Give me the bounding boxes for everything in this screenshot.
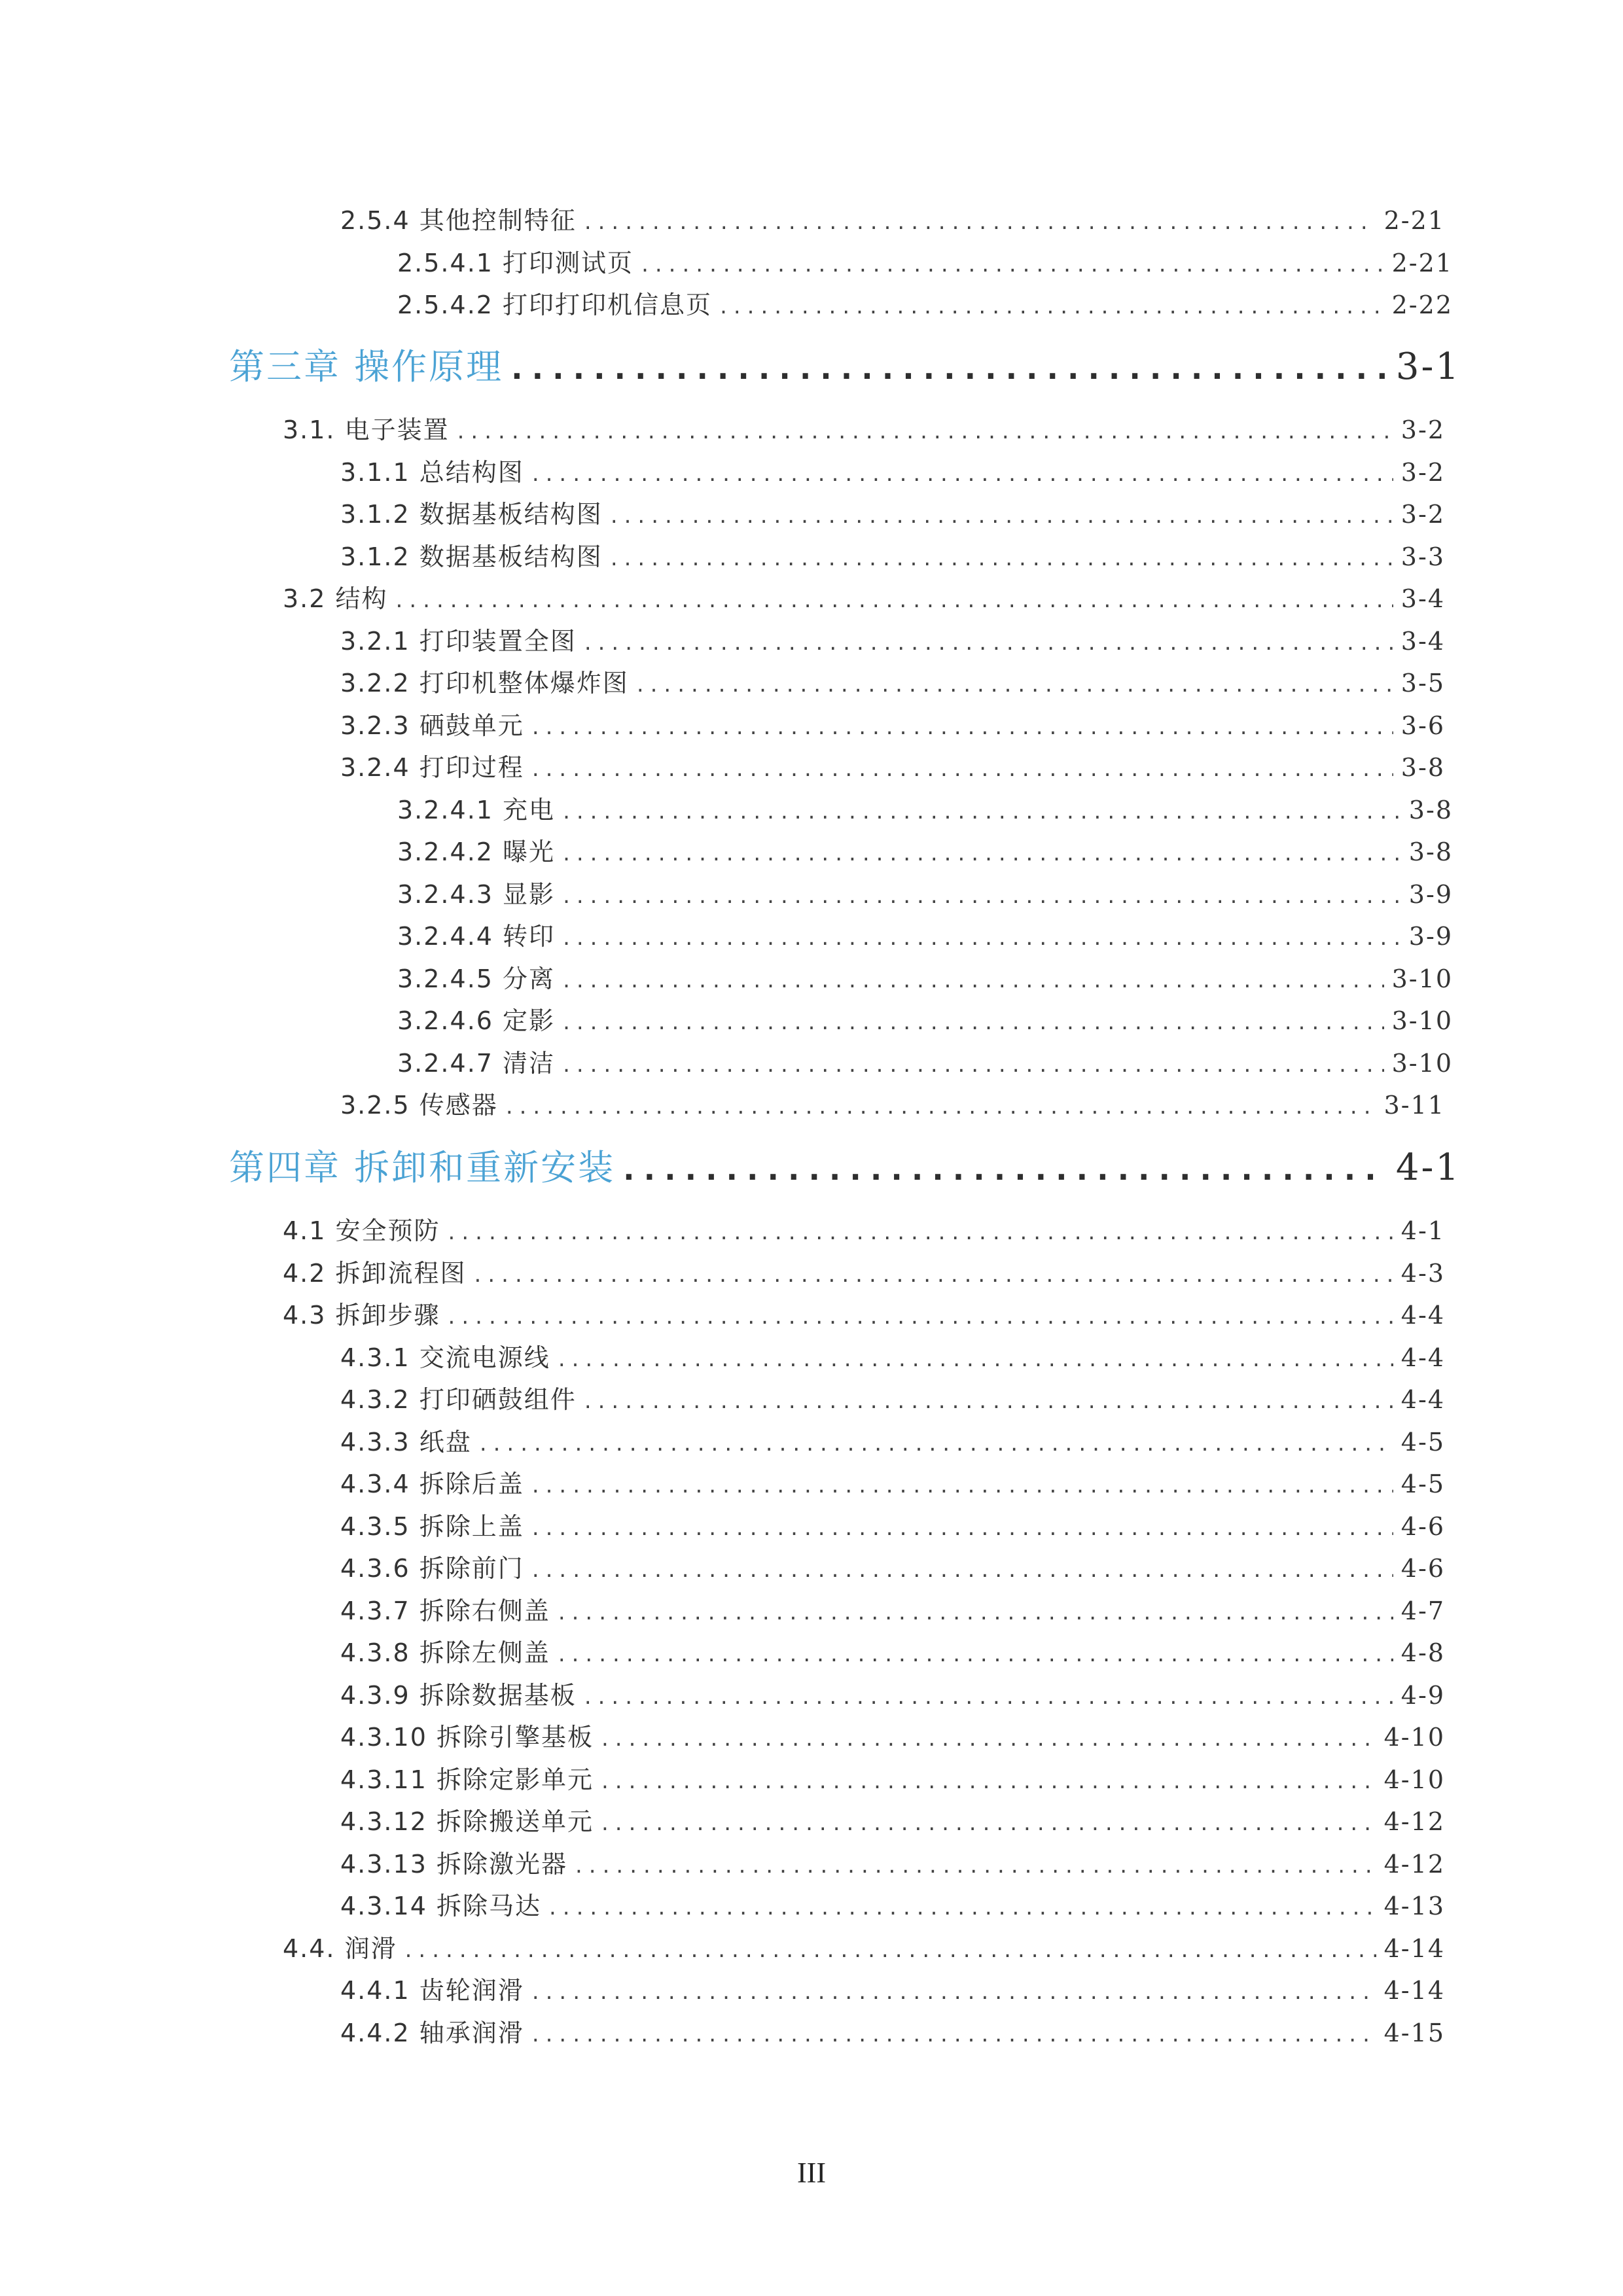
toc-entry-label <box>340 2013 524 2049</box>
toc-entry-label <box>340 747 524 783</box>
toc-entry-page: 2-21 <box>1383 206 1445 235</box>
toc-entry-label <box>397 874 555 910</box>
dot-leader <box>637 671 1393 698</box>
toc-entry-title: 拆卸和重新安装 <box>354 1147 616 1188</box>
toc-entry-title: 拆除引擎基板 <box>436 1723 594 1752</box>
toc-entry-row[interactable] <box>340 452 1445 488</box>
toc-entry-row[interactable] <box>340 1506 1445 1542</box>
toc-entry-row[interactable] <box>340 1675 1445 1711</box>
toc-entry-title: 总结构图 <box>419 458 524 487</box>
toc-entry-page: 3-4 <box>1400 627 1445 656</box>
toc-entry-number: 4.3.7 <box>340 1597 410 1625</box>
toc-entry-page: 3-1 <box>1395 345 1461 388</box>
toc-entry-title: 其他控制特征 <box>419 206 577 235</box>
dot-leader <box>601 1725 1376 1752</box>
toc-entry-row[interactable] <box>340 494 1445 530</box>
dot-leader <box>720 293 1384 319</box>
toc-entry-page: 4-1 <box>1395 1146 1461 1189</box>
toc-entry-title: 显影 <box>503 880 556 909</box>
toc-entry-row[interactable] <box>283 1295 1445 1331</box>
toc-entry-title: 打印装置全图 <box>419 627 577 656</box>
toc-entry-label <box>229 1140 615 1190</box>
toc-entry-page: 3-10 <box>1391 1006 1453 1035</box>
toc-entry-label <box>397 790 555 826</box>
toc-entry-row[interactable] <box>340 200 1445 236</box>
dot-leader <box>511 351 1388 386</box>
toc-entry-number: 2.5.4 <box>340 206 410 235</box>
toc-entry-page: 3-2 <box>1400 458 1445 487</box>
dot-leader <box>601 1810 1376 1836</box>
toc-entry-row[interactable] <box>340 705 1445 741</box>
toc-entry-page: 4-10 <box>1383 1723 1445 1752</box>
dot-leader <box>480 1430 1393 1457</box>
dot-leader <box>563 798 1401 824</box>
toc-entry-title: 拆除搬送单元 <box>436 1807 594 1836</box>
toc-entry-label <box>397 1000 555 1036</box>
toc-entry-page: 2-22 <box>1391 291 1453 319</box>
toc-entry-label <box>340 1844 567 1880</box>
toc-entry-row[interactable] <box>397 1043 1453 1079</box>
toc-entry-row[interactable] <box>340 1591 1445 1627</box>
toc-entry-number: 4.1 <box>283 1216 327 1245</box>
toc-entry-row[interactable] <box>283 1928 1445 1964</box>
dot-leader <box>396 587 1393 613</box>
toc-entry-page: 4-10 <box>1383 1765 1445 1794</box>
toc-entry-page: 3-10 <box>1391 1049 1453 1078</box>
toc-entry-row[interactable] <box>397 916 1453 952</box>
dot-leader <box>532 756 1393 782</box>
toc-entry-title: 拆除上盖 <box>419 1512 524 1541</box>
toc-entry-number: 4.3.10 <box>340 1723 427 1752</box>
dot-leader <box>641 251 1384 277</box>
toc-entry-row[interactable] <box>283 1253 1445 1289</box>
toc-entry-title: 打印硒鼓组件 <box>419 1385 577 1414</box>
toc-entry-row[interactable] <box>397 832 1453 868</box>
toc-entry-label <box>340 705 524 741</box>
dot-leader <box>457 418 1393 444</box>
toc-entry-title: 拆卸步骤 <box>335 1301 440 1330</box>
toc-entry-label <box>283 1253 467 1289</box>
toc-entry-label <box>397 959 555 995</box>
toc-entry-number: 3.1. <box>283 415 336 444</box>
toc-entry-label <box>340 1801 594 1837</box>
toc-entry-number: 4.2 <box>283 1259 327 1288</box>
toc-entry-row[interactable] <box>340 537 1445 573</box>
dot-leader <box>532 1557 1393 1583</box>
toc-entry-title: 拆卸流程图 <box>335 1259 467 1288</box>
toc-entry-label <box>397 832 555 868</box>
toc-entry-title: 齿轮润滑 <box>419 1976 524 2005</box>
toc-entry-page: 3-11 <box>1383 1091 1445 1120</box>
dot-leader <box>623 1152 1388 1187</box>
toc-entry-number: 3.2.4 <box>340 753 410 782</box>
toc-entry-page: 4-9 <box>1400 1681 1445 1710</box>
toc-entry-title: 轴承润滑 <box>419 2019 524 2047</box>
toc-entry-label <box>229 339 503 389</box>
toc-entry-label <box>283 410 450 446</box>
toc-entry-number: 4.3.9 <box>340 1681 410 1710</box>
page-number: III <box>797 2157 826 2189</box>
toc-entry-page: 4-13 <box>1383 1892 1445 1920</box>
dot-leader <box>584 1684 1393 1710</box>
toc-entry-page: 3-10 <box>1391 964 1453 993</box>
toc-entry-title: 数据基板结构图 <box>419 500 603 529</box>
toc-chapter-row[interactable] <box>229 1140 1461 1190</box>
toc-entry-title: 拆除激光器 <box>436 1850 567 1879</box>
toc-entry-label <box>340 1591 550 1627</box>
toc-entry-number: 4.3.5 <box>340 1512 410 1541</box>
toc-entry-title: 拆除数据基板 <box>419 1681 577 1710</box>
toc-entry-title: 拆除定影单元 <box>436 1765 594 1794</box>
toc-entry-title: 结构 <box>335 584 388 613</box>
toc-entry-page: 3-6 <box>1400 711 1445 740</box>
toc-entry-label <box>340 1717 594 1753</box>
toc-entry-row[interactable] <box>340 1886 1445 1922</box>
toc-entry-label <box>340 1886 541 1922</box>
toc-entry-page: 4-14 <box>1383 1934 1445 1963</box>
toc-entry-row[interactable] <box>283 410 1445 446</box>
toc-entry-page: 4-4 <box>1400 1385 1445 1414</box>
toc-entry-page: 3-9 <box>1408 880 1453 909</box>
toc-entry-number: 3.2.4.7 <box>397 1049 493 1078</box>
toc-entry-label <box>340 621 577 657</box>
toc-entry-label <box>340 1506 524 1542</box>
toc-entry-page: 2-21 <box>1391 249 1453 277</box>
dot-leader <box>532 2021 1376 2047</box>
dot-leader <box>563 840 1401 866</box>
toc-entry-title: 转印 <box>503 922 556 951</box>
toc-entry-title: 拆除马达 <box>436 1892 541 1920</box>
toc-entry-label <box>340 1464 524 1500</box>
dot-leader <box>532 1979 1376 2005</box>
toc-entry-label <box>283 1928 397 1964</box>
toc-entry-page: 4-7 <box>1400 1597 1445 1625</box>
dot-leader <box>584 209 1376 235</box>
dot-leader <box>558 1346 1393 1372</box>
toc-entry-number: 3.2.3 <box>340 711 410 740</box>
toc-entry-number: 4.3.14 <box>340 1892 427 1920</box>
dot-leader <box>448 1219 1393 1245</box>
toc-entry-page: 3-5 <box>1400 669 1445 698</box>
toc-entry-title: 打印测试页 <box>503 249 634 277</box>
dot-leader <box>584 1388 1393 1414</box>
toc-entry-row[interactable] <box>283 578 1445 614</box>
dot-leader <box>448 1303 1393 1330</box>
toc-entry-row[interactable] <box>397 285 1453 321</box>
toc-entry-number: 4.3 <box>283 1301 327 1330</box>
toc-entry-title: 纸盘 <box>419 1428 472 1457</box>
toc-entry-row[interactable] <box>340 1422 1445 1458</box>
toc-entry-page: 4-14 <box>1383 1976 1445 2005</box>
toc-entry-title: 打印机整体爆炸图 <box>419 669 629 698</box>
toc-entry-label <box>340 537 603 573</box>
toc-entry-title: 传感器 <box>419 1091 498 1120</box>
toc-entry-row[interactable] <box>340 1633 1445 1669</box>
toc-entry-label <box>340 1422 472 1458</box>
toc-entry-label <box>283 578 388 614</box>
toc-entry-title: 分离 <box>503 964 556 993</box>
toc-entry-label <box>340 663 629 699</box>
toc-entry-label <box>340 452 524 488</box>
toc-entry-title: 硒鼓单元 <box>419 711 524 740</box>
toc-entry-label <box>340 1337 550 1373</box>
toc-entry-number: 3.1.2 <box>340 542 410 571</box>
toc-entry-number: 4.4.1 <box>340 1976 410 2005</box>
toc-entry-title: 数据基板结构图 <box>419 542 603 571</box>
toc-entry-number: 4.3.12 <box>340 1807 427 1836</box>
toc-entry-row[interactable] <box>397 1000 1453 1036</box>
toc-entry-row[interactable] <box>340 1844 1445 1880</box>
toc-entry-page: 4-6 <box>1400 1554 1445 1583</box>
dot-leader <box>474 1262 1393 1288</box>
toc-entry-page: 3-4 <box>1400 584 1445 613</box>
toc-entry-row[interactable] <box>340 1464 1445 1500</box>
toc-entry-number: 4.4. <box>283 1934 336 1963</box>
dot-leader <box>506 1093 1376 1120</box>
toc-entry-number: 2.5.4.2 <box>397 291 493 319</box>
toc-entry-row[interactable] <box>283 1210 1445 1246</box>
dot-leader <box>563 1009 1384 1035</box>
toc-entry-label <box>397 1043 555 1079</box>
toc-entry-label <box>340 1675 577 1711</box>
toc-entry-title: 打印过程 <box>419 753 524 782</box>
toc-entry-number: 3.2.1 <box>340 627 410 656</box>
toc-entry-number: 4.3.13 <box>340 1850 427 1879</box>
toc-entry-page: 4-8 <box>1400 1638 1445 1667</box>
toc-entry-label <box>397 916 555 952</box>
toc-entry-page: 3-9 <box>1408 922 1453 951</box>
toc-chapter-row[interactable] <box>229 339 1461 389</box>
toc-entry-number: 4.3.2 <box>340 1385 410 1414</box>
toc-entry-row[interactable] <box>340 1337 1445 1373</box>
toc-entry-number: 3.2.4.5 <box>397 964 493 993</box>
toc-entry-page: 4-5 <box>1400 1470 1445 1498</box>
toc-entry-label <box>340 1548 524 1584</box>
toc-entry-page: 3-2 <box>1400 415 1445 444</box>
toc-entry-page: 4-4 <box>1400 1343 1445 1372</box>
dot-leader <box>611 503 1393 529</box>
toc-entry-page: 3-8 <box>1400 753 1445 782</box>
toc-entry-page: 3-2 <box>1400 500 1445 529</box>
toc-entry-page: 3-3 <box>1400 542 1445 571</box>
toc-entry-number: 3.2.5 <box>340 1091 410 1120</box>
toc-entry-page: 4-15 <box>1383 2019 1445 2047</box>
dot-leader <box>575 1852 1376 1879</box>
toc-entry-row[interactable] <box>340 1759 1445 1795</box>
toc-entry-page: 4-1 <box>1400 1216 1445 1245</box>
toc-entry-title: 拆除后盖 <box>419 1470 524 1498</box>
toc-entry-row[interactable] <box>340 1548 1445 1584</box>
dot-leader <box>549 1894 1376 1920</box>
dot-leader <box>532 714 1393 740</box>
toc-entry-label <box>283 1295 440 1331</box>
dot-leader <box>532 1515 1393 1541</box>
toc-entry-title: 曝光 <box>503 838 556 866</box>
toc-entry-row[interactable] <box>397 874 1453 910</box>
toc-entry-number: 3.2.4.1 <box>397 796 493 824</box>
dot-leader <box>611 545 1393 571</box>
toc-entry-row[interactable] <box>340 1717 1445 1753</box>
toc-entry-number: 3.1.1 <box>340 458 410 487</box>
toc-entry-number: 3.2.4.6 <box>397 1006 493 1035</box>
toc-entry-page: 4-12 <box>1383 1807 1445 1836</box>
toc-entry-title: 润滑 <box>344 1934 397 1963</box>
dot-leader <box>532 461 1393 487</box>
toc-entry-title: 操作原理 <box>354 346 504 387</box>
toc-entry-number: 4.3.6 <box>340 1554 410 1583</box>
toc-entry-number: 3.2.4.2 <box>397 838 493 866</box>
toc-entry-row[interactable] <box>397 790 1453 826</box>
toc-entry-number: 第三章 <box>229 346 341 387</box>
toc-entry-title: 电子装置 <box>344 415 450 444</box>
toc-entry-page: 4-3 <box>1400 1259 1445 1288</box>
dot-leader <box>563 1051 1384 1078</box>
toc-entry-label <box>340 1085 498 1121</box>
toc-entry-page: 4-4 <box>1400 1301 1445 1330</box>
toc-entry-title: 定影 <box>503 1006 556 1035</box>
toc-entry-number: 4.3.1 <box>340 1343 410 1372</box>
toc-entry-number: 4.3.4 <box>340 1470 410 1498</box>
toc-entry-label <box>340 1379 577 1415</box>
toc-entry-title: 安全预防 <box>335 1216 440 1245</box>
dot-leader <box>405 1937 1376 1963</box>
toc-entry-row[interactable] <box>340 621 1445 657</box>
dot-leader <box>532 1472 1393 1498</box>
toc-entry-label <box>340 200 577 236</box>
toc-entry-row[interactable] <box>340 1085 1445 1121</box>
toc-entry-label <box>397 285 712 321</box>
toc-entry-title: 充电 <box>503 796 556 824</box>
toc-entry-number: 2.5.4.1 <box>397 249 493 277</box>
toc-entry-number: 3.2 <box>283 584 327 613</box>
toc-entry-number: 3.2.4.4 <box>397 922 493 951</box>
toc-entry-label <box>340 1759 594 1795</box>
toc-entry-title: 拆除右侧盖 <box>419 1597 550 1625</box>
toc-entry-page: 3-8 <box>1408 838 1453 866</box>
dot-leader <box>601 1768 1376 1794</box>
dot-leader <box>584 629 1393 656</box>
toc-entry-number: 4.3.11 <box>340 1765 427 1794</box>
toc-entry-page: 4-6 <box>1400 1512 1445 1541</box>
toc-entry-label <box>340 1633 550 1669</box>
toc-entry-row[interactable] <box>340 1801 1445 1837</box>
toc-entry-number: 4.3.8 <box>340 1638 410 1667</box>
toc-entry-page: 4-12 <box>1383 1850 1445 1879</box>
toc-entry-title: 拆除前门 <box>419 1554 524 1583</box>
toc-entry-row[interactable] <box>340 1970 1445 2006</box>
toc-entry-row[interactable] <box>340 1379 1445 1415</box>
toc-entry-row[interactable] <box>340 747 1445 783</box>
dot-leader <box>558 1599 1393 1625</box>
toc-entry-row[interactable] <box>340 2013 1445 2049</box>
toc-entry-title: 交流电源线 <box>419 1343 550 1372</box>
dot-leader <box>558 1641 1393 1667</box>
toc-entry-page: 3-8 <box>1408 796 1453 824</box>
toc-entry-number: 3.2.4.3 <box>397 880 493 909</box>
toc-entry-title: 打印打印机信息页 <box>503 291 713 319</box>
toc-entry-label <box>340 494 603 530</box>
toc-entry-page: 4-5 <box>1400 1428 1445 1457</box>
toc-entry-label <box>340 1970 524 2006</box>
toc-entry-row[interactable] <box>340 663 1445 699</box>
toc-entry-title: 拆除左侧盖 <box>419 1638 550 1667</box>
toc-entry-row[interactable] <box>397 243 1453 279</box>
toc-entry-number: 3.2.2 <box>340 669 410 698</box>
dot-leader <box>563 883 1401 909</box>
toc-entry-label <box>397 243 633 279</box>
toc-entry-number: 3.1.2 <box>340 500 410 529</box>
toc-entry-title: 清洁 <box>503 1049 556 1078</box>
dot-leader <box>563 967 1384 993</box>
dot-leader <box>563 925 1401 951</box>
toc-entry-row[interactable] <box>397 959 1453 995</box>
toc-entry-number: 4.3.3 <box>340 1428 410 1457</box>
toc-entry-number: 4.4.2 <box>340 2019 410 2047</box>
toc-entry-label <box>283 1210 440 1246</box>
toc-entry-number: 第四章 <box>229 1147 341 1188</box>
